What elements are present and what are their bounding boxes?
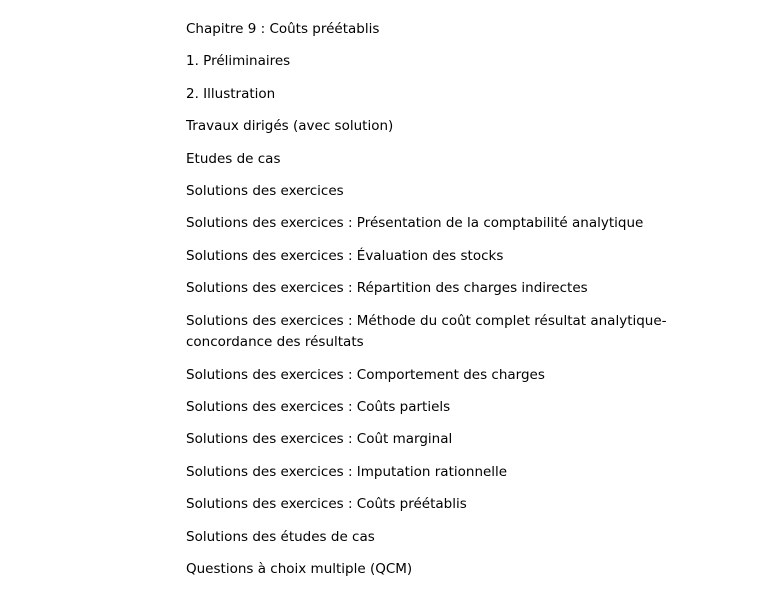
toc-item-solutions-couts-preetablis: Solutions des exercices : Coûts préétablis	[186, 496, 467, 513]
toc-item-qcm: Questions à choix multiple (QCM)	[186, 560, 413, 577]
toc-item-solutions-etudes-cas: Solutions des études de cas	[186, 528, 375, 545]
toc-item-illustration: 2. Illustration	[186, 85, 276, 102]
toc-item-solutions-couts-partiels: Solutions des exercices : Coûts partiels	[186, 399, 451, 415]
toc-item-chapitre-9: Chapitre 9 : Coûts préétablis	[186, 21, 380, 37]
toc-item-etudes-de-cas: Etudes de cas	[186, 150, 281, 167]
toc-item-solutions-comportement: Solutions des exercices : Comportement des charges	[186, 366, 545, 383]
toc-item-solutions-repartition: Solutions des exercices : Répartition des charges indirectes	[186, 280, 588, 297]
toc-item-travaux-diriges: Travaux dirigés (avec solution)	[186, 118, 394, 135]
toc-item-preliminaires: 1. Préliminaires	[186, 53, 291, 70]
toc-item-solutions-presentation: Solutions des exercices : Présentation de la comptabilité analytique	[186, 215, 644, 232]
toc-item-solutions-imputation: Solutions des exercices : Imputation rationnelle	[186, 463, 508, 480]
toc-item-solutions-cout-marginal: Solutions des exercices : Coût marginal	[186, 431, 453, 448]
document-body	[186, 19, 746, 591]
toc-item-solutions-cout-complet: Solutions des exercices : Méthode du coût complet résultat analytique-concordance des résultats	[186, 312, 667, 351]
toc-item-solutions-exercices: Solutions des exercices	[186, 182, 344, 199]
toc-item-solutions-evaluation-stocks: Solutions des exercices : Évaluation des stocks	[186, 247, 504, 264]
